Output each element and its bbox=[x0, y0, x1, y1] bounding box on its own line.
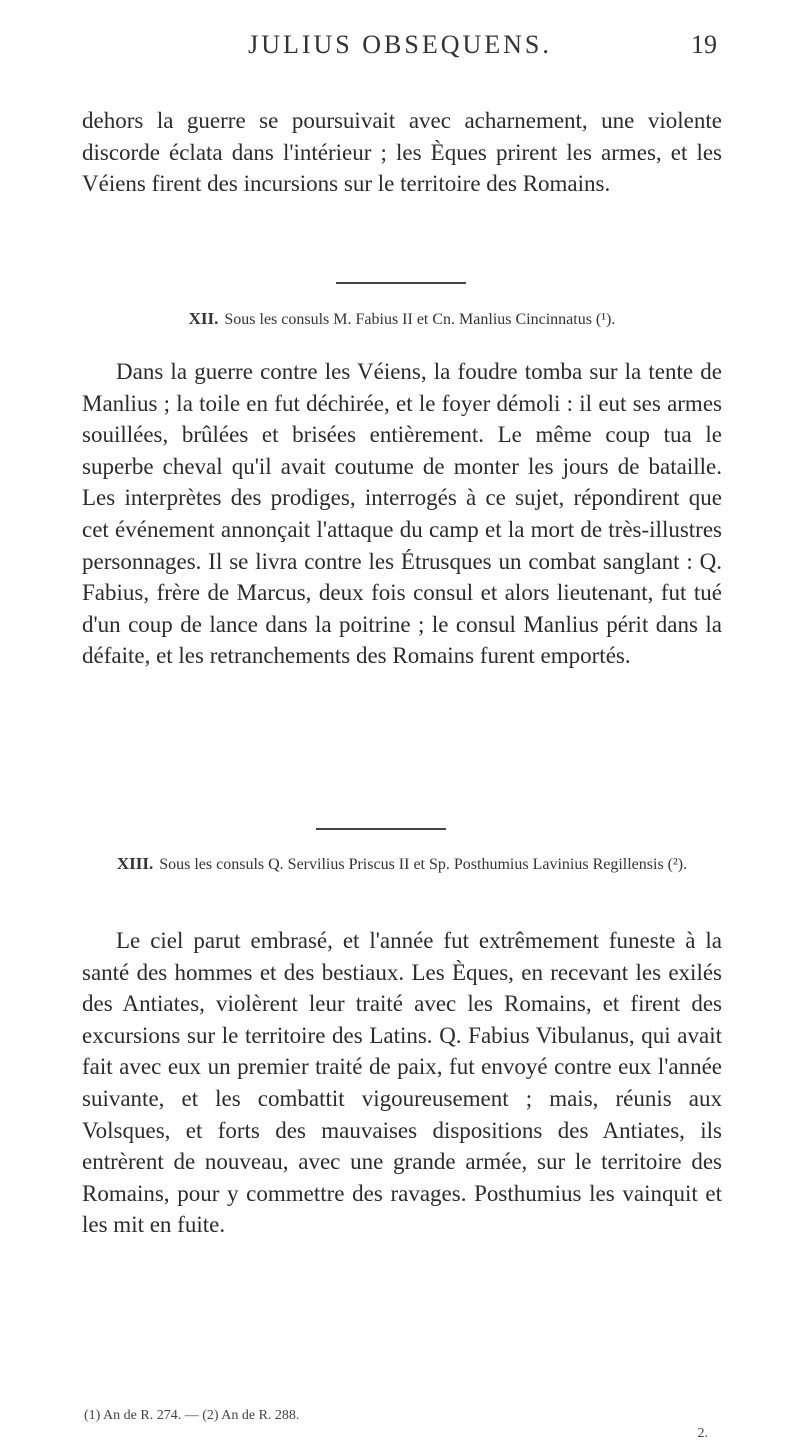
paragraph-section-xiii: Le ciel parut embrasé, et l'année fut extrêmement funeste à la santé des hommes et des bestiaux. Les Èques, en recevant les exilés des Antiates, violèrent leur traité avec les Romains, et firent des excursions sur le territoire des Latins. Q. Fabius Vibulanus, qui avait fait avec eux un premier traité de paix, fut envoyé contre eux l'année suivante, et les combattit vigoureusement ; mais, réunis aux Volsques, et forts des mauvaises dispositions des Antiates, ils entrèrent de nouveau, avec une grande armée, sur le territoire des Romains, pour y commettre des ravages. Posthumius les vainquit et les mit en fuite. bbox=[82, 928, 722, 1238]
paragraph-continuation: dehors la guerre se poursuivait avec acharnement, une violente discorde éclata dans l'intérieur ; les Èques prirent les armes, et les Véiens firent des incursions sur le territoire des Romains. bbox=[82, 108, 722, 197]
section-number: XIII. bbox=[116, 854, 154, 873]
section-number: XII. bbox=[188, 309, 219, 328]
section-heading-text: Sous les consuls M. Fabius II et Cn. Manlius Cincinnatus (¹). bbox=[224, 311, 616, 328]
section-divider bbox=[336, 282, 466, 284]
page-number: 19 bbox=[691, 30, 717, 59]
section-heading-xiii bbox=[82, 853, 722, 875]
signature-mark: 2. bbox=[697, 1426, 708, 1441]
footnotes: (1) An de R. 274. — (2) An de R. 288. bbox=[84, 1408, 300, 1423]
paragraph-section-xii: Dans la guerre contre les Véiens, la foudre tomba sur la tente de Manlius ; la toile en fut déchirée, et le foyer démoli : il eut ses armes souillées, brûlées et brisées entièrement. Le même coup tua le superbe cheval qu'il avait coutume de monter les jours de bataille. Les interprètes des prodiges, interrogés à ce sujet, répondirent que cet événement annonçait l'attaque du camp et la mort de très-illustres personnages. Il se livra contre les Étrusques un combat sanglant : Q. Fabius, frère de Marcus, deux fois consul et alors lieutenant, fut tué d'un coup de lance dans la poitrine ; le consul Manlius périt dans la défaite, et les retranchements des Romains furent emportés. bbox=[82, 359, 722, 669]
section-divider bbox=[316, 828, 446, 830]
section-heading-xii bbox=[82, 308, 722, 330]
running-head bbox=[0, 28, 800, 68]
running-title: JULIUS OBSEQUENS. bbox=[248, 30, 552, 59]
section-heading-text: Sous les consuls Q. Servilius Priscus II et Sp. Posthumius Lavinius Regillensis (²). bbox=[159, 856, 688, 873]
